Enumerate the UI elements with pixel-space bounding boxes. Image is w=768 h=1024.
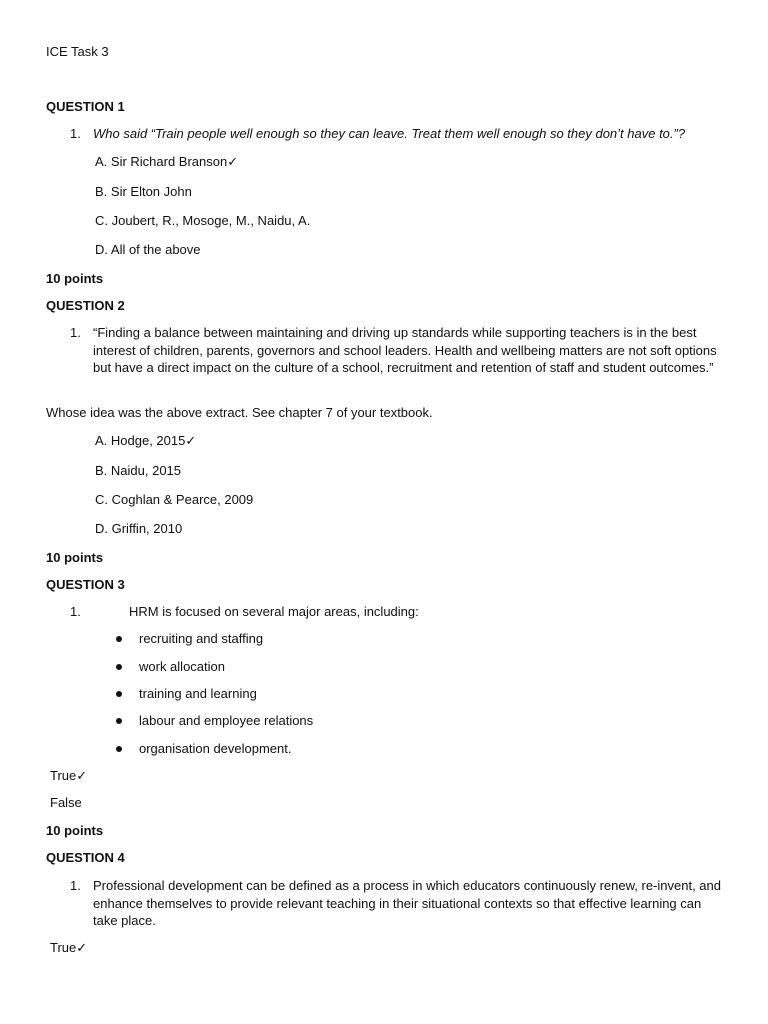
bullet-dot (116, 746, 122, 752)
question-4-true: True✓ (50, 940, 88, 955)
question-3-false: False (50, 795, 82, 810)
question-1-number: 1. (70, 126, 81, 141)
bullet-dot (116, 636, 122, 642)
question-3-true: True✓ (50, 768, 88, 783)
question-3-bullet-5: organisation development. (139, 741, 292, 756)
question-3-bullet-3: training and learning (139, 686, 257, 701)
question-3-heading: QUESTION 3 (46, 577, 125, 592)
question-1-option-d: D. All of the above (95, 242, 201, 257)
bullet-dot (116, 664, 122, 670)
question-2-option-a: A. Hodge, 2015✓ (95, 433, 197, 448)
question-1-option-c: C. Joubert, R., Mosoge, M., Naidu, A. (95, 213, 311, 228)
question-3-bullet-1: recruiting and staffing (139, 631, 264, 646)
question-2-number: 1. (70, 325, 81, 340)
question-4-heading: QUESTION 4 (46, 850, 125, 865)
document-title: ICE Task 3 (46, 44, 109, 59)
question-3-text: HRM is focused on several major areas, including: (129, 604, 419, 619)
question-1-text: Who said “Train people well enough so they can leave. Treat them well enough so they don’t have to.”? (93, 126, 686, 141)
question-3-number: 1. (70, 604, 81, 619)
bullet-dot (116, 718, 122, 724)
question-2-prompt: Whose idea was the above extract. See chapter 7 of your textbook. (46, 405, 433, 420)
question-3-bullet-4: labour and employee relations (139, 713, 314, 728)
question-1-heading: QUESTION 1 (46, 99, 125, 114)
question-1-option-a: A. Sir Richard Branson✓ (95, 154, 239, 169)
question-2-option-b: B. Naidu, 2015 (95, 463, 182, 478)
question-2-option-c: C. Coghlan & Pearce, 2009 (95, 492, 254, 507)
question-2-points: 10 points (46, 550, 104, 565)
question-3-bullet-2: work allocation (139, 659, 225, 674)
question-1-points: 10 points (46, 271, 104, 286)
question-2-option-d: D. Griffin, 2010 (95, 521, 183, 536)
bullet-dot (116, 691, 122, 697)
question-4-text: Professional development can be defined as a process in which educators continuously renew, re-invent, and enhance themselves to provide relevant teaching in their situational contexts so that effective learning can take place. (93, 878, 721, 928)
question-4-number: 1. (70, 878, 81, 893)
question-2-heading: QUESTION 2 (46, 298, 125, 313)
question-1-option-b: B. Sir Elton John (95, 184, 192, 199)
question-3-points: 10 points (46, 823, 104, 838)
question-2-quote: “Finding a balance between maintaining and driving up standards while supporting teachers is in the best interest of children, parents, governors and school leaders. Health and wellbeing matters are not soft options but have a direct impact on the culture of a school, recruitment and retention of staff and student outcomes.” (93, 325, 717, 375)
